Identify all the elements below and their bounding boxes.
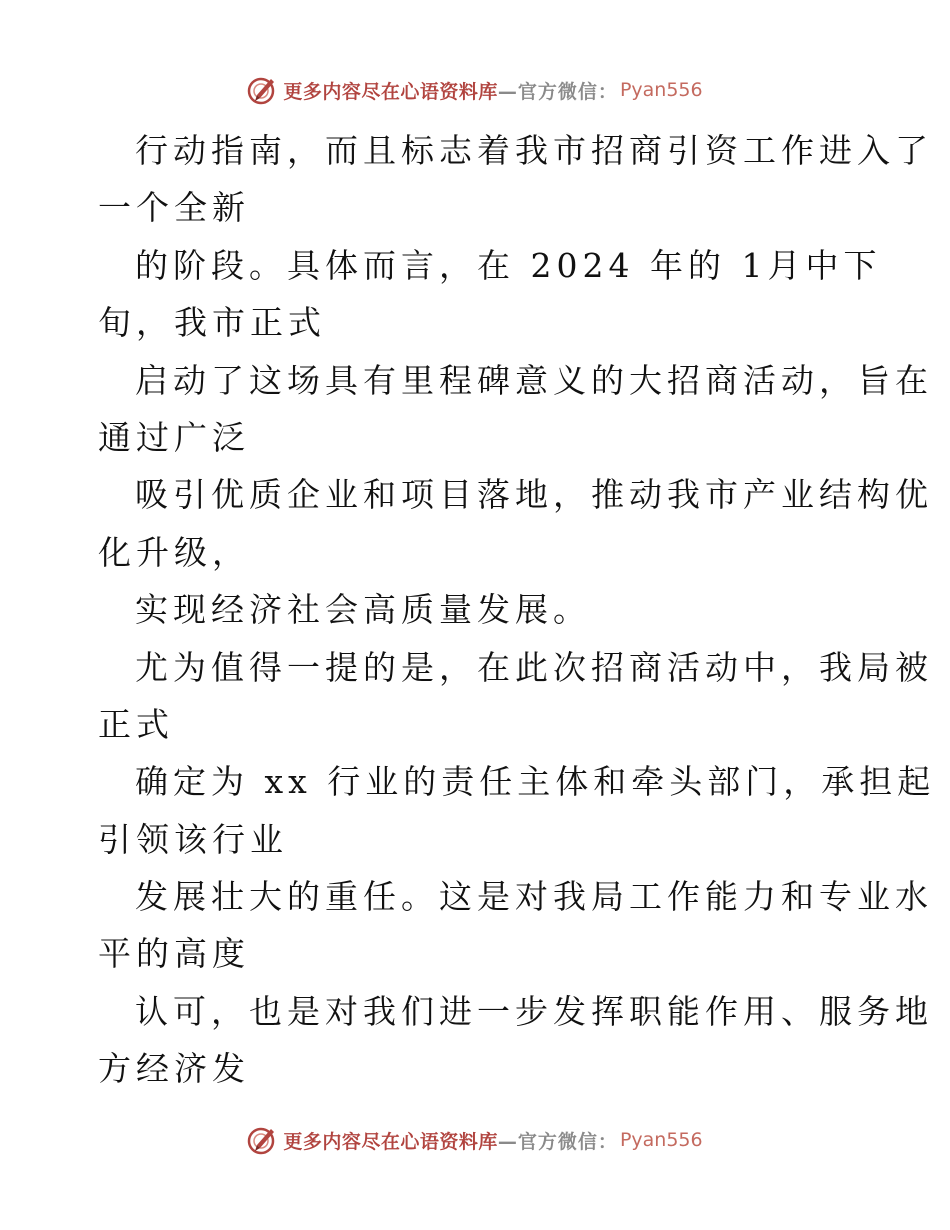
watermark-id: Pyan556 [619,1129,703,1151]
text-line: 启动了这场具有里程碑意义的大招商活动，旨在 [135,360,933,400]
watermark-brand: 更多内容尽在心语资料库 [283,80,498,103]
watermark-id: Pyan556 [619,79,703,101]
text-line: 尤为值得一提的是，在此次招商活动中，我局被 [135,647,933,687]
watermark-separator: —官方微信： [497,1130,618,1153]
text-line: 正式 [98,704,174,744]
watermark-brand: 更多内容尽在心语资料库 [283,1130,498,1153]
text-line: 通过广泛 [98,417,250,457]
text-line: 的阶段。具体而言，在 2024 年的 1月中下 [135,245,882,285]
text-line: 吸引优质企业和项目落地，推动我市产业结构优 [135,475,933,515]
text-line: 旬，我市正式 [98,303,326,343]
text-line: 方经济发 [98,1049,250,1089]
text-line: 行动指南，而且标志着我市招商引资工作进入了 [135,131,933,170]
watermark-separator: —官方微信： [497,80,618,103]
pen-logo-icon [247,1125,277,1155]
text-line: 一个全新 [98,188,250,228]
text-line: 认可，也是对我们进一步发挥职能作用、服务地 [135,991,933,1031]
text-line: 化升级， [98,532,250,572]
footer-watermark [0,1120,950,1160]
text-line: 平的高度 [98,934,250,974]
text-line: 引领该行业 [98,819,288,859]
header-watermark [0,70,950,110]
pen-logo-icon [247,75,277,105]
text-line: 确定为 xx 行业的责任主体和牵头部门，承担起 [135,762,936,802]
document-body [98,122,936,1098]
text-line: 发展壮大的重任。这是对我局工作能力和专业水 [135,877,933,917]
text-line: 实现经济社会高质量发展。 [135,590,591,630]
